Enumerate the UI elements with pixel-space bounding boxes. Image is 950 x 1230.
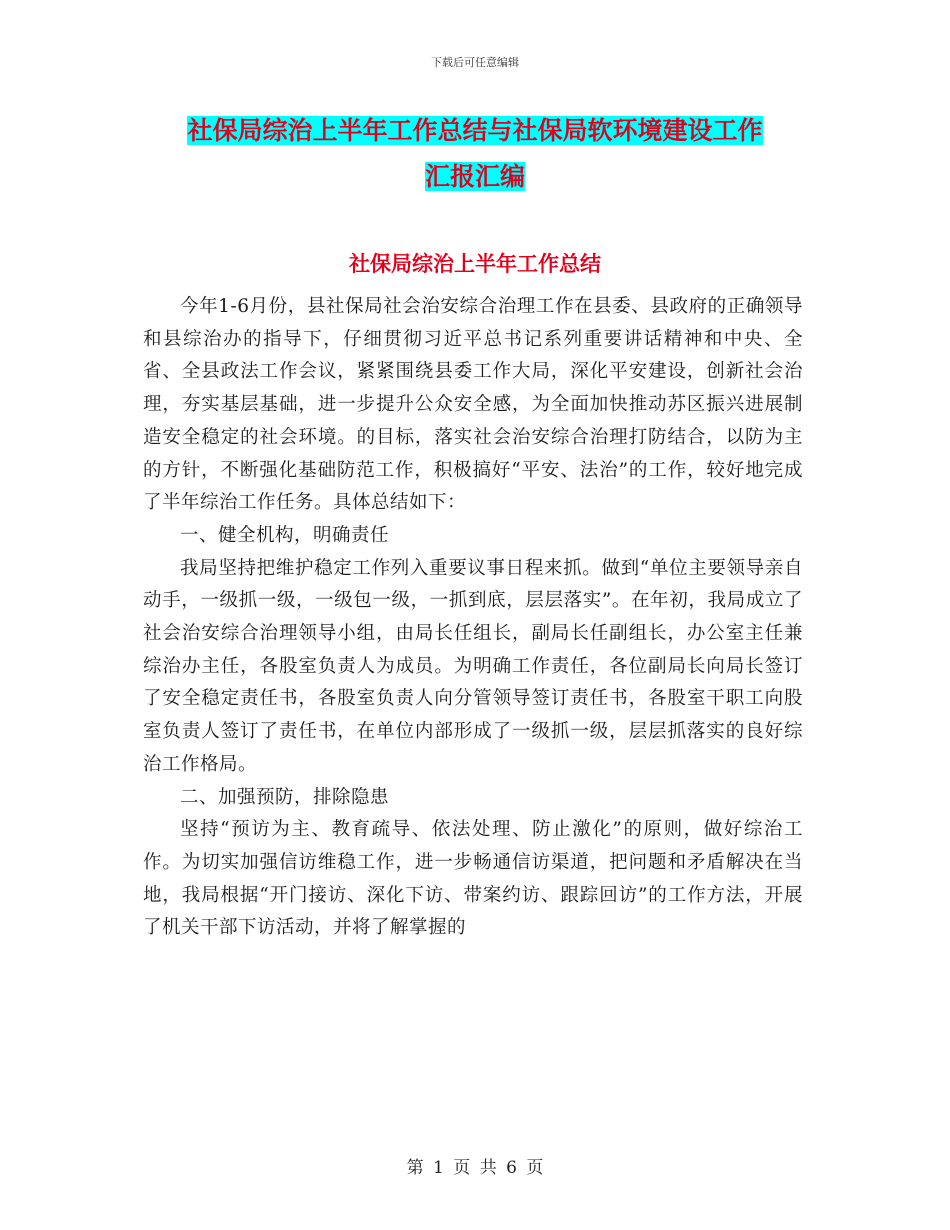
- paragraph-2: 坚持“预访为主、教育疏导、依法处理、防止激化”的原则，做好综治工作。为切实加强信访维稳工作，进一步畅通信访渠道，把问题和矛盾解决在当地，我局根据“开门接访、深化下访、带案约访、跟踪回访”的工作方法，开展了机关干部下访活动，并将了解掌握的: [143, 819, 803, 939]
- paragraph-intro: 今年1-6月份，县社保局社会治安综合治理工作在县委、县政府的正确领导和县综治办的指导下，仔细贯彻习近平总书记系列重要讲话精神和中央、全省、全县政法工作会议，紧紧围绕县委工作大局，深化平安建设，创新社会治理，夯实基层基础，进一步提升公众安全感，为全面加快推动苏区振兴进展制造安全稳定的社会环境。的目标，落实社会治安综合治理打防结合，以防为主的方针，不断强化基础防范工作，积极搞好“平安、法治”的工作，较好地完成了半年综治工作任务。具体总结如下：: [143, 296, 803, 514]
- paragraph-1: 我局坚持把维护稳定工作列入重要议事日程来抓。做到“单位主要领导亲自动手，一级抓一级，一级包一级，一抓到底，层层落实”。在年初，我局成立了社会治安综合治理领导小组，由局长任组长，副局长任副组长，办公室主任兼综治办主任，各股室负责人为成员。为明确工作责任，各位副局长向局长签订了安全稳定责任书，各股室负责人向分管领导签订责任书，各股室干职工向股室负责人签订了责任书，在单位内部形成了一级抓一级，层层抓落实的良好综治工作格局。: [143, 557, 803, 775]
- title-line-2: 汇报汇编: [424, 162, 525, 191]
- heading-2: 二、加强预防，排除隐患: [180, 786, 390, 808]
- heading-1: 一、健全机构，明确责任: [180, 524, 390, 546]
- document-body: [143, 291, 803, 945]
- page-footer: 第 1 页 共 6 页: [406, 1158, 544, 1178]
- section-title: 社保局综治上半年工作总结: [349, 252, 601, 276]
- title-line-1: 社保局综治上半年工作总结与社保局软环境建设工作: [187, 116, 763, 145]
- header-note: 下载后可任意编辑: [431, 56, 519, 69]
- document-title: [140, 108, 810, 200]
